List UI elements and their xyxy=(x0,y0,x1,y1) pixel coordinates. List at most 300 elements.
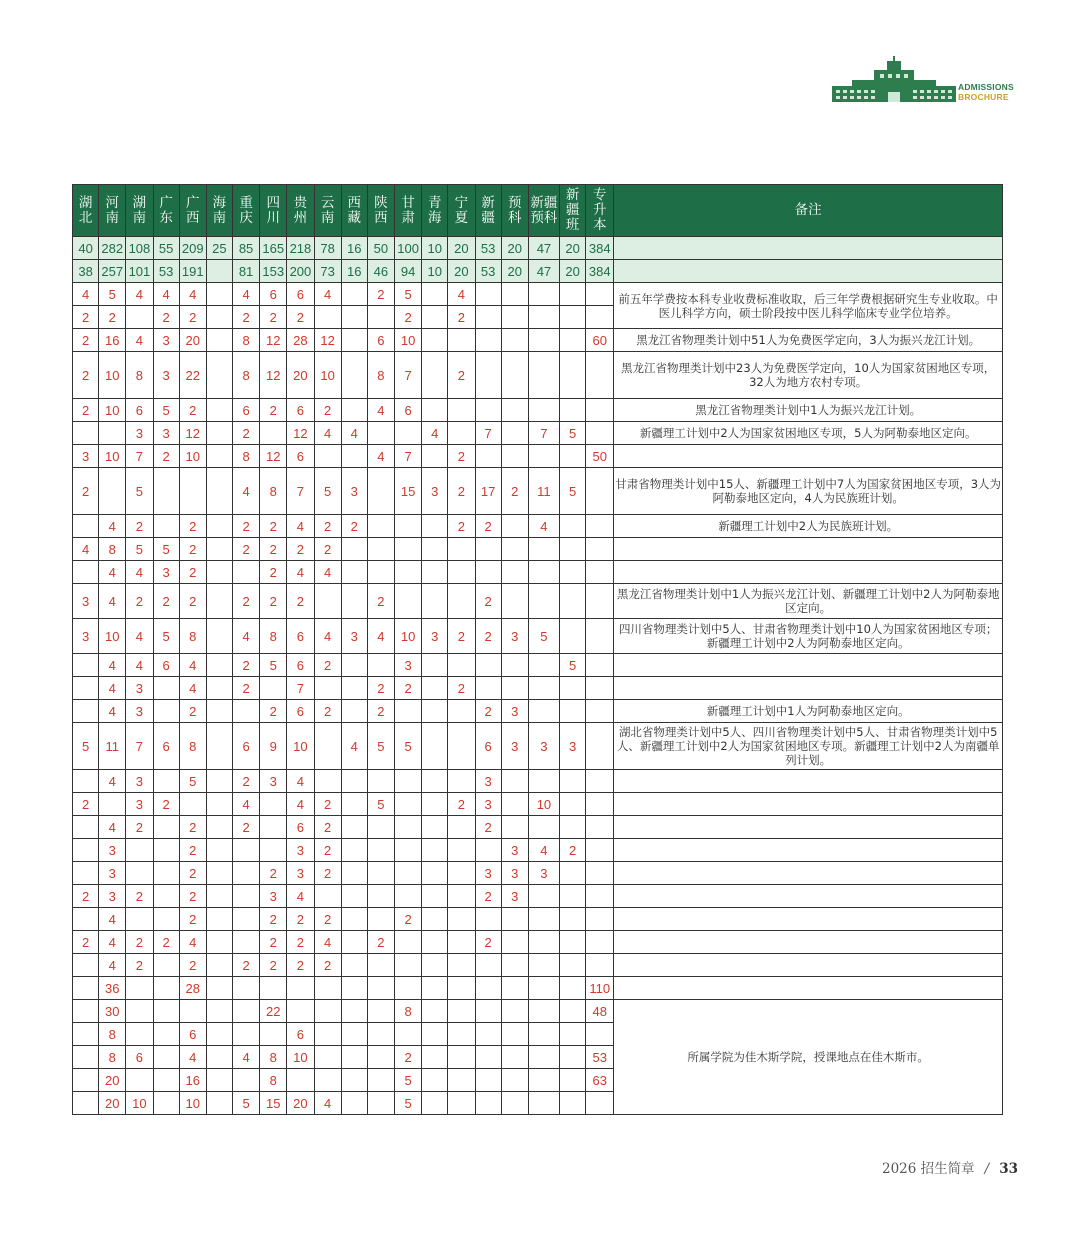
quota-cell xyxy=(475,677,501,700)
quota-cell xyxy=(422,908,448,931)
quota-cell: 2 xyxy=(367,283,394,306)
quota-cell: 5 xyxy=(395,283,422,306)
quota-cell xyxy=(528,352,559,399)
quota-cell: 6 xyxy=(395,399,422,422)
quota-cell xyxy=(206,283,232,306)
logo-text xyxy=(958,82,1014,102)
quota-cell xyxy=(260,977,287,1000)
remark-cell: 新疆理工计划中2人为国家贫困地区专项，5人为阿勒泰地区定向。 xyxy=(614,422,1003,445)
quota-cell xyxy=(560,816,586,839)
quota-cell xyxy=(448,422,475,445)
quota-cell xyxy=(206,1023,232,1046)
quota-cell: 5 xyxy=(367,793,394,816)
quota-cell xyxy=(395,515,422,538)
quota-cell: 3 xyxy=(126,700,153,723)
quota-cell: 4 xyxy=(99,561,126,584)
quota-cell: 60 xyxy=(586,329,614,352)
quota-cell: 12 xyxy=(260,445,287,468)
quota-cell xyxy=(475,445,501,468)
quota-cell: 5 xyxy=(314,468,341,515)
summary-cell: 81 xyxy=(232,260,259,283)
quota-cell: 2 xyxy=(367,700,394,723)
quota-cell xyxy=(179,793,206,816)
quota-cell xyxy=(73,700,99,723)
quota-cell: 2 xyxy=(179,954,206,977)
quota-cell: 7 xyxy=(287,677,314,700)
quota-cell xyxy=(367,908,394,931)
quota-cell xyxy=(206,422,232,445)
quota-cell: 2 xyxy=(232,584,259,619)
quota-cell: 17 xyxy=(475,468,501,515)
quota-cell: 3 xyxy=(501,885,528,908)
quota-cell: 5 xyxy=(395,1069,422,1092)
remark-cell xyxy=(614,931,1003,954)
quota-cell: 12 xyxy=(314,329,341,352)
quota-cell: 2 xyxy=(232,654,259,677)
quota-cell xyxy=(586,839,614,862)
quota-cell xyxy=(395,885,422,908)
quota-cell: 4 xyxy=(314,422,341,445)
quota-cell xyxy=(560,306,586,329)
quota-cell xyxy=(73,862,99,885)
quota-cell: 3 xyxy=(153,561,179,584)
quota-cell xyxy=(206,908,232,931)
quota-cell: 4 xyxy=(126,654,153,677)
quota-cell xyxy=(206,954,232,977)
quota-cell xyxy=(528,931,559,954)
quota-cell xyxy=(73,422,99,445)
quota-cell xyxy=(560,352,586,399)
quota-cell: 16 xyxy=(179,1069,206,1092)
quota-cell xyxy=(501,770,528,793)
quota-cell xyxy=(586,584,614,619)
footer-separator: / xyxy=(984,1161,990,1177)
quota-cell: 6 xyxy=(153,723,179,770)
quota-cell: 30 xyxy=(99,1000,126,1023)
quota-cell xyxy=(586,399,614,422)
quota-cell xyxy=(560,329,586,352)
quota-cell xyxy=(501,908,528,931)
quota-cell xyxy=(586,654,614,677)
quota-cell xyxy=(560,584,586,619)
quota-cell xyxy=(501,1092,528,1115)
summary-cell: 165 xyxy=(260,237,287,260)
quota-cell: 8 xyxy=(99,1023,126,1046)
quota-cell xyxy=(314,584,341,619)
quota-cell: 2 xyxy=(73,306,99,329)
quota-cell: 2 xyxy=(287,538,314,561)
quota-cell xyxy=(475,399,501,422)
quota-cell: 5 xyxy=(153,399,179,422)
quota-cell xyxy=(341,352,367,399)
quota-cell: 2 xyxy=(232,816,259,839)
quota-cell: 2 xyxy=(260,954,287,977)
quota-cell: 2 xyxy=(99,306,126,329)
quota-cell xyxy=(528,908,559,931)
summary-cell: 38 xyxy=(73,260,99,283)
quota-cell xyxy=(367,306,394,329)
quota-cell: 11 xyxy=(528,468,559,515)
quota-cell: 2 xyxy=(179,538,206,561)
quota-cell xyxy=(206,352,232,399)
quota-cell xyxy=(560,700,586,723)
quota-cell: 5 xyxy=(126,538,153,561)
quota-cell: 2 xyxy=(287,908,314,931)
quota-cell: 10 xyxy=(528,793,559,816)
quota-cell xyxy=(501,677,528,700)
quota-cell xyxy=(422,1069,448,1092)
quota-cell xyxy=(341,399,367,422)
quota-cell: 10 xyxy=(99,445,126,468)
quota-cell: 2 xyxy=(179,885,206,908)
quota-cell: 2 xyxy=(126,584,153,619)
quota-cell xyxy=(395,793,422,816)
quota-cell xyxy=(528,561,559,584)
quota-cell: 2 xyxy=(73,399,99,422)
quota-cell xyxy=(528,654,559,677)
quota-cell xyxy=(422,816,448,839)
quota-cell: 4 xyxy=(179,1046,206,1069)
quota-cell xyxy=(367,1092,394,1115)
quota-cell xyxy=(395,839,422,862)
summary-cell: 47 xyxy=(528,260,559,283)
quota-cell xyxy=(528,1092,559,1115)
quota-cell xyxy=(586,931,614,954)
summary-cell: 16 xyxy=(341,260,367,283)
quota-cell xyxy=(586,1092,614,1115)
quota-cell xyxy=(528,538,559,561)
quota-cell xyxy=(341,977,367,1000)
quota-cell xyxy=(586,770,614,793)
quota-cell: 2 xyxy=(126,885,153,908)
quota-cell: 20 xyxy=(179,329,206,352)
table-row xyxy=(73,700,1003,723)
quota-cell: 4 xyxy=(287,793,314,816)
quota-cell xyxy=(422,677,448,700)
column-header-label: 河南 xyxy=(105,194,119,226)
quota-cell xyxy=(560,1092,586,1115)
quota-cell xyxy=(586,619,614,654)
quota-cell: 3 xyxy=(260,885,287,908)
quota-cell: 4 xyxy=(341,723,367,770)
quota-cell xyxy=(206,816,232,839)
quota-cell: 2 xyxy=(153,793,179,816)
quota-cell xyxy=(206,1000,232,1023)
quota-cell: 4 xyxy=(287,515,314,538)
quota-cell xyxy=(448,954,475,977)
quota-cell: 2 xyxy=(153,306,179,329)
quota-cell xyxy=(560,515,586,538)
quota-cell xyxy=(501,1023,528,1046)
quota-cell xyxy=(501,654,528,677)
quota-cell xyxy=(341,700,367,723)
quota-cell: 7 xyxy=(287,468,314,515)
quota-cell: 6 xyxy=(367,329,394,352)
quota-cell xyxy=(475,561,501,584)
quota-cell xyxy=(126,862,153,885)
summary-cell: 10 xyxy=(422,260,448,283)
quota-cell: 3 xyxy=(501,723,528,770)
quota-cell xyxy=(206,770,232,793)
remark-cell xyxy=(614,885,1003,908)
quota-cell xyxy=(560,538,586,561)
quota-cell: 4 xyxy=(179,931,206,954)
quota-cell xyxy=(73,515,99,538)
quota-cell xyxy=(206,329,232,352)
quota-cell xyxy=(73,839,99,862)
quota-cell: 3 xyxy=(126,677,153,700)
quota-cell: 5 xyxy=(99,283,126,306)
quota-cell xyxy=(232,931,259,954)
quota-cell xyxy=(586,538,614,561)
quota-cell: 48 xyxy=(586,1000,614,1023)
quota-cell: 3 xyxy=(501,619,528,654)
quota-cell xyxy=(153,862,179,885)
quota-cell: 8 xyxy=(99,538,126,561)
quota-cell: 8 xyxy=(99,1046,126,1069)
quota-cell xyxy=(422,561,448,584)
quota-cell xyxy=(586,283,614,306)
quota-cell: 4 xyxy=(367,445,394,468)
table-row xyxy=(73,862,1003,885)
quota-cell: 2 xyxy=(475,885,501,908)
quota-cell xyxy=(448,1046,475,1069)
quota-cell: 10 xyxy=(179,445,206,468)
quota-cell: 50 xyxy=(586,445,614,468)
quota-cell: 4 xyxy=(99,931,126,954)
quota-cell: 7 xyxy=(126,445,153,468)
quota-cell: 2 xyxy=(73,329,99,352)
summary-row xyxy=(73,260,1003,283)
quota-cell: 4 xyxy=(73,283,99,306)
quota-cell: 2 xyxy=(314,862,341,885)
quota-cell xyxy=(341,1046,367,1069)
quota-cell: 2 xyxy=(179,700,206,723)
quota-cell xyxy=(99,468,126,515)
column-header-label: 重庆 xyxy=(239,194,253,226)
quota-cell xyxy=(560,954,586,977)
quota-cell xyxy=(528,445,559,468)
quota-cell xyxy=(206,584,232,619)
quota-cell xyxy=(422,283,448,306)
table-row xyxy=(73,422,1003,445)
quota-cell xyxy=(232,862,259,885)
quota-cell xyxy=(422,977,448,1000)
quota-cell: 6 xyxy=(260,283,287,306)
quota-cell xyxy=(206,977,232,1000)
quota-cell: 15 xyxy=(395,468,422,515)
quota-cell xyxy=(560,862,586,885)
quota-cell xyxy=(341,283,367,306)
quota-cell xyxy=(422,931,448,954)
quota-cell xyxy=(232,1069,259,1092)
quota-cell: 2 xyxy=(475,700,501,723)
quota-cell xyxy=(422,399,448,422)
quota-cell xyxy=(395,700,422,723)
column-header-label: 贵州 xyxy=(293,194,308,226)
quota-cell: 2 xyxy=(179,306,206,329)
quota-cell xyxy=(528,306,559,329)
quota-cell: 7 xyxy=(475,422,501,445)
quota-cell xyxy=(395,1023,422,1046)
quota-cell: 2 xyxy=(314,399,341,422)
quota-cell xyxy=(341,677,367,700)
remark-cell xyxy=(614,654,1003,677)
column-header-label: 四川 xyxy=(266,194,280,226)
quota-cell: 2 xyxy=(314,908,341,931)
quota-cell: 2 xyxy=(314,793,341,816)
quota-cell: 5 xyxy=(367,723,394,770)
quota-cell: 3 xyxy=(475,862,501,885)
quota-cell xyxy=(367,468,394,515)
quota-cell xyxy=(586,352,614,399)
quota-cell xyxy=(560,977,586,1000)
quota-cell: 2 xyxy=(314,538,341,561)
table-row xyxy=(73,515,1003,538)
table-row xyxy=(73,619,1003,654)
quota-cell xyxy=(367,977,394,1000)
quota-cell: 10 xyxy=(126,1092,153,1115)
quota-cell: 6 xyxy=(287,654,314,677)
quota-cell: 3 xyxy=(153,422,179,445)
quota-cell: 2 xyxy=(153,931,179,954)
quota-cell xyxy=(153,908,179,931)
quota-cell: 7 xyxy=(395,352,422,399)
summary-cell: 20 xyxy=(448,237,475,260)
quota-cell xyxy=(501,816,528,839)
quota-cell xyxy=(448,700,475,723)
quota-cell xyxy=(73,816,99,839)
quota-cell xyxy=(232,1000,259,1023)
quota-cell: 4 xyxy=(341,422,367,445)
column-header xyxy=(475,185,501,237)
remark-cell: 甘肃省物理类计划中15人、新疆理工计划中7人为国家贫困地区专项，3人为阿勒泰地区定向，4人为民族班计划。 xyxy=(614,468,1003,515)
quota-cell: 2 xyxy=(448,468,475,515)
quota-cell: 4 xyxy=(126,561,153,584)
quota-cell xyxy=(153,1092,179,1115)
quota-cell: 2 xyxy=(287,954,314,977)
quota-cell: 4 xyxy=(99,700,126,723)
quota-cell xyxy=(260,422,287,445)
quota-cell: 2 xyxy=(448,352,475,399)
quota-cell xyxy=(314,306,341,329)
quota-cell xyxy=(448,908,475,931)
quota-cell: 2 xyxy=(179,862,206,885)
quota-cell: 8 xyxy=(395,1000,422,1023)
quota-cell xyxy=(528,954,559,977)
quota-cell: 16 xyxy=(99,329,126,352)
quota-cell xyxy=(448,1092,475,1115)
quota-cell xyxy=(528,283,559,306)
quota-cell: 8 xyxy=(232,352,259,399)
quota-cell: 2 xyxy=(179,561,206,584)
quota-cell: 10 xyxy=(395,619,422,654)
quota-cell: 4 xyxy=(287,561,314,584)
logo-line-brochure: BROCHURE xyxy=(958,92,1009,102)
quota-cell: 3 xyxy=(260,770,287,793)
quota-cell: 2 xyxy=(501,468,528,515)
column-header xyxy=(501,185,528,237)
quota-cell: 4 xyxy=(528,839,559,862)
summary-cell: 282 xyxy=(99,237,126,260)
table-row xyxy=(73,283,1003,306)
table-row xyxy=(73,677,1003,700)
quota-cell xyxy=(448,1023,475,1046)
quota-cell: 2 xyxy=(367,584,394,619)
quota-cell: 2 xyxy=(126,816,153,839)
column-header-label: 预科 xyxy=(507,194,522,226)
quota-cell: 2 xyxy=(179,908,206,931)
quota-cell xyxy=(560,793,586,816)
summary-cell: 46 xyxy=(367,260,394,283)
quota-cell xyxy=(448,770,475,793)
quota-cell: 2 xyxy=(560,839,586,862)
quota-cell: 2 xyxy=(448,515,475,538)
quota-cell xyxy=(528,770,559,793)
quota-cell xyxy=(73,954,99,977)
quota-cell xyxy=(232,700,259,723)
quota-cell xyxy=(341,306,367,329)
quota-cell xyxy=(341,584,367,619)
column-header xyxy=(73,185,99,237)
quota-cell xyxy=(560,445,586,468)
quota-cell xyxy=(73,1023,99,1046)
quota-cell xyxy=(206,561,232,584)
column-header-label: 湖南 xyxy=(132,194,147,226)
quota-cell xyxy=(206,862,232,885)
quota-cell: 4 xyxy=(232,793,259,816)
quota-cell xyxy=(367,770,394,793)
quota-cell xyxy=(560,1046,586,1069)
quota-cell: 7 xyxy=(126,723,153,770)
quota-cell xyxy=(367,422,394,445)
quota-cell xyxy=(367,885,394,908)
quota-cell xyxy=(475,977,501,1000)
quota-cell xyxy=(314,885,341,908)
quota-cell: 12 xyxy=(260,352,287,399)
quota-cell xyxy=(341,1000,367,1023)
quota-cell xyxy=(367,954,394,977)
quota-cell xyxy=(586,885,614,908)
quota-cell: 2 xyxy=(448,445,475,468)
quota-cell: 10 xyxy=(99,352,126,399)
quota-cell xyxy=(341,654,367,677)
quota-cell: 6 xyxy=(126,1046,153,1069)
remark-cell: 所属学院为佳木斯学院，授课地点在佳木斯市。 xyxy=(614,1000,1003,1115)
column-header xyxy=(560,185,586,237)
column-header xyxy=(179,185,206,237)
quota-cell: 2 xyxy=(475,584,501,619)
quota-cell: 5 xyxy=(232,1092,259,1115)
quota-cell: 22 xyxy=(179,352,206,399)
quota-cell xyxy=(501,931,528,954)
quota-cell: 4 xyxy=(314,283,341,306)
quota-cell: 20 xyxy=(287,352,314,399)
quota-cell xyxy=(314,445,341,468)
quota-cell xyxy=(314,1023,341,1046)
quota-cell xyxy=(99,422,126,445)
quota-cell xyxy=(448,977,475,1000)
quota-cell xyxy=(367,1046,394,1069)
quota-cell xyxy=(206,306,232,329)
quota-cell xyxy=(475,908,501,931)
quota-cell: 2 xyxy=(314,515,341,538)
quota-cell: 5 xyxy=(73,723,99,770)
quota-cell xyxy=(232,839,259,862)
quota-cell xyxy=(126,1023,153,1046)
summary-cell: 257 xyxy=(99,260,126,283)
quota-cell xyxy=(528,329,559,352)
